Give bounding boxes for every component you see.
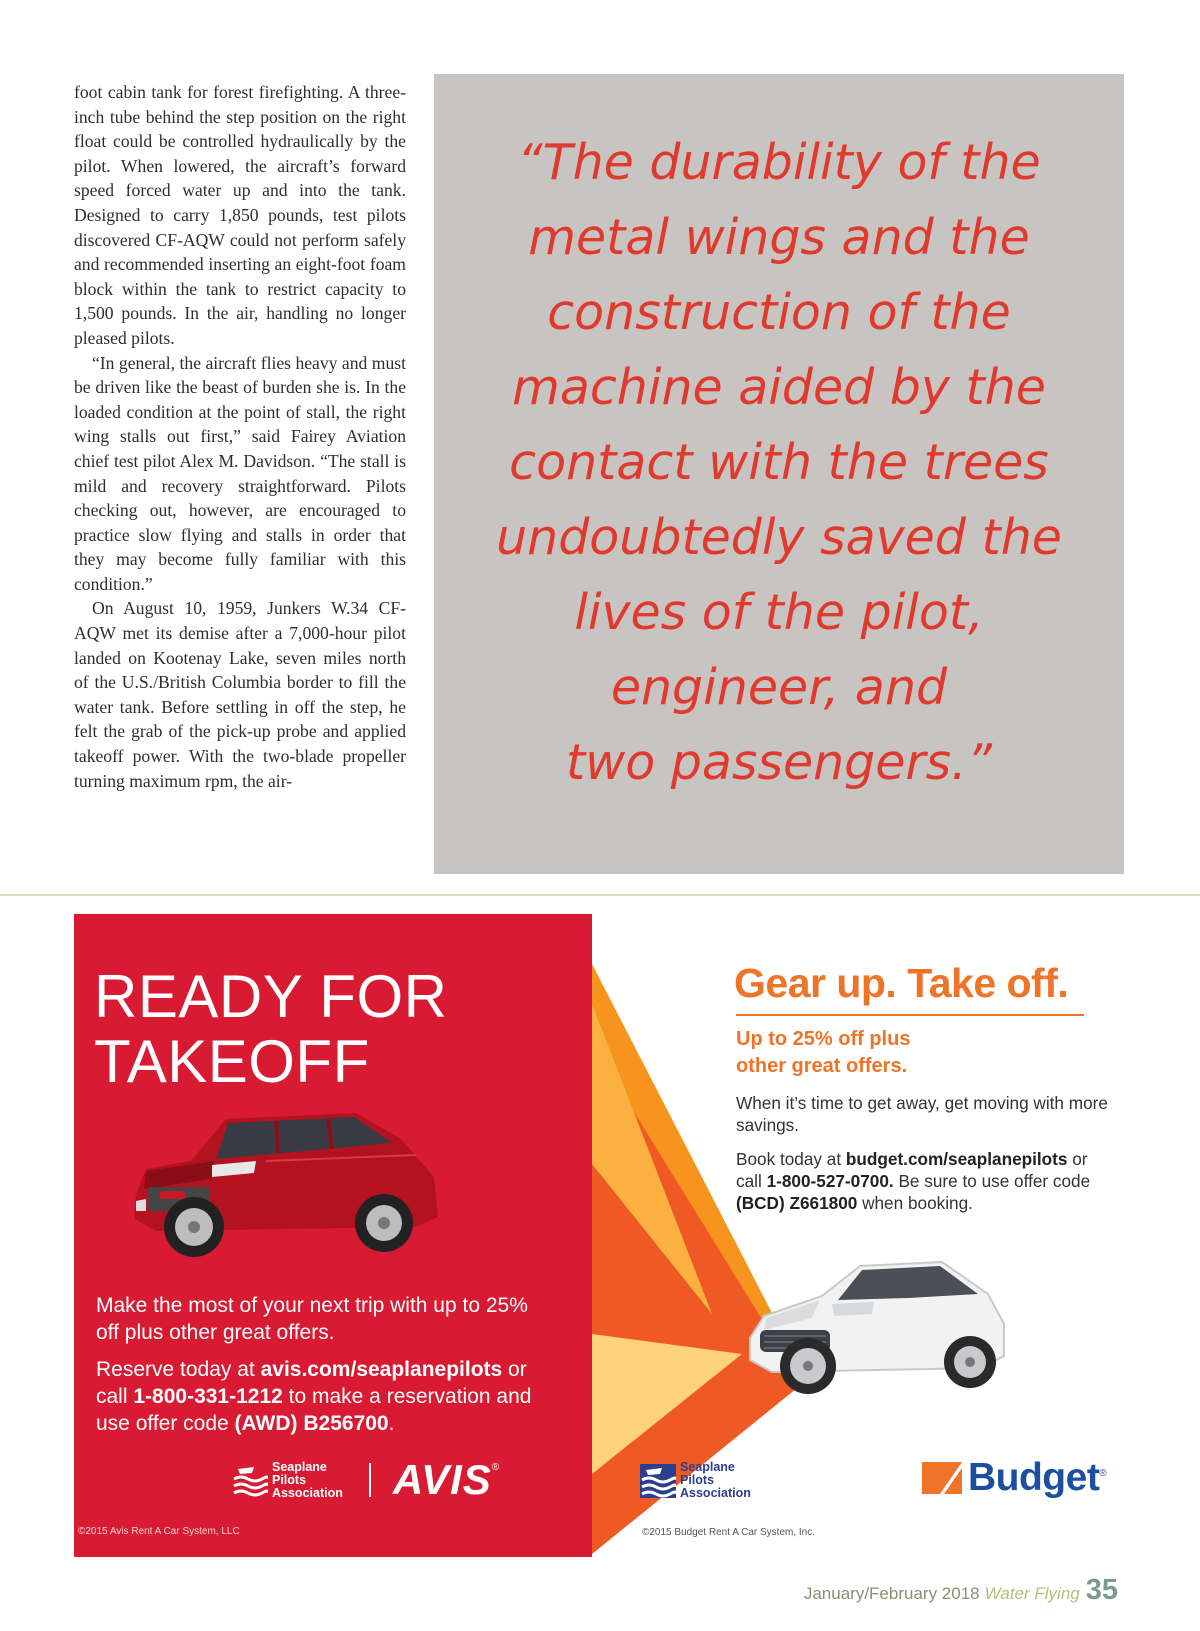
budget-flag-icon — [922, 1462, 962, 1494]
registered-mark: ® — [1099, 1468, 1107, 1479]
seaplane-pilots-association-logo — [232, 1461, 343, 1500]
avis-offer-code: (AWD) B256700 — [234, 1412, 389, 1435]
article-paragraph: On August 10, 1959, Junkers W.34 CF-AQW met its demise after a 7,000-hour pilot landed on Kootenay Lake, seven miles north of the U.S./British Columbia border to fill the water tank. Before settling in off the step, he felt the grab of the pick-up probe and applied takeoff power. With the two-blade propeller turning maximum rpm, the air- — [74, 598, 406, 791]
avis-reserve-prefix: Reserve today at — [96, 1358, 261, 1381]
avis-headline-line: TAKEOFF — [94, 1028, 370, 1095]
pull-quote-line: metal wings and the — [528, 208, 1030, 266]
budget-when-booking: when booking. — [857, 1193, 973, 1213]
avis-brand: AVIS — [392, 1456, 492, 1503]
budget-intro-text: When it’s time to get away, get moving with more savings. — [736, 1093, 1108, 1135]
avis-period: . — [388, 1412, 395, 1435]
seaplane-pilots-association-logo — [640, 1461, 751, 1500]
budget-url-link[interactable]: budget.com/seaplanepilots — [845, 1149, 1068, 1169]
association-text — [272, 1461, 343, 1500]
pull-quote-box — [434, 74, 1124, 874]
registered-mark: ® — [491, 1462, 501, 1473]
issue-date: January/February 2018 — [803, 1584, 980, 1603]
avis-ad[interactable] — [74, 914, 592, 1557]
budget-subhead — [736, 1026, 910, 1080]
budget-be-sure: Be sure to use offer code — [893, 1171, 1091, 1191]
magazine-title: Water Flying — [984, 1584, 1080, 1603]
budget-brand — [968, 1456, 1106, 1500]
pull-quote-line: two passengers.” — [565, 733, 993, 791]
avis-copyright: ©2015 Avis Rent A Car System, LLC — [78, 1526, 240, 1537]
budget-body — [736, 1092, 1116, 1226]
pull-quote-line: contact with the trees — [509, 433, 1049, 491]
budget-copyright: ©2015 Budget Rent A Car System, Inc. — [642, 1527, 816, 1538]
budget-offer-code: (BCD) Z661800 — [736, 1193, 858, 1213]
avis-url-link[interactable]: avis.com/seaplanepilots — [260, 1358, 503, 1381]
pull-quote-line: lives of the pilot, — [574, 583, 984, 641]
seaplane-icon — [232, 1463, 268, 1497]
avis-logo-row — [232, 1454, 500, 1506]
pull-quote — [459, 125, 1099, 800]
white-sedan-image — [742, 1238, 1012, 1408]
association-text — [680, 1461, 751, 1500]
page-number: 35 — [1085, 1574, 1118, 1606]
article-column — [74, 80, 406, 793]
budget-logo — [922, 1456, 1106, 1500]
pull-quote-line: machine aided by the — [512, 358, 1046, 416]
budget-headline-rule — [736, 1014, 1084, 1016]
avis-or-call: or call — [96, 1358, 527, 1408]
association-line: Pilots — [680, 1473, 715, 1487]
avis-headline-line: READY FOR — [94, 963, 448, 1030]
pull-quote-line: “The durability of the — [517, 133, 1041, 191]
avis-reservation-text: to make a reservation and use offer code — [96, 1385, 532, 1435]
budget-brand-text: Budget — [968, 1456, 1100, 1499]
section-divider — [0, 894, 1200, 896]
association-line: Seaplane — [272, 1459, 327, 1474]
budget-book-prefix: Book today at — [736, 1149, 846, 1169]
avis-reserve-text — [96, 1356, 556, 1437]
budget-ad[interactable] — [592, 914, 1124, 1557]
page-footer — [804, 1574, 1118, 1607]
avis-logo — [393, 1456, 500, 1504]
pull-quote-line: construction of the — [547, 283, 1011, 341]
pull-quote-line: undoubtedly saved the — [496, 508, 1062, 566]
article-paragraph: foot cabin tank for forest firefighting. A three-inch tube behind the step position on the right float could be controlled hydraulically by the pilot. When lowered, the aircraft’s forward speed forced water up and into the tank. Designed to carry 1,850 pounds, test pilots discovered CF-AQW could not perform safely and recommended inserting an eight-foot foam block within the tank to restrict capacity to 1,500 pounds. In the air, handling no longer pleased pilots. — [74, 82, 406, 348]
avis-offer-text: Make the most of your next trip with up to 25% off plus other great offers. — [96, 1294, 528, 1344]
association-line: Pilots — [272, 1472, 307, 1487]
budget-or-call: or call — [736, 1149, 1088, 1191]
budget-phone[interactable]: 1-800-527-0700. — [766, 1171, 894, 1191]
avis-phone[interactable]: 1-800-331-1212 — [133, 1385, 283, 1408]
association-line: Association — [272, 1485, 343, 1500]
budget-subhead-line: Up to 25% off plus — [736, 1028, 911, 1050]
pull-quote-line: engineer, and — [610, 658, 948, 716]
logo-divider — [369, 1463, 371, 1497]
association-line: Seaplane — [680, 1460, 735, 1474]
avis-body — [96, 1292, 556, 1447]
budget-subhead-line: other great offers. — [736, 1055, 908, 1077]
budget-headline: Gear up. Take off. — [734, 960, 1069, 1006]
avis-headline — [94, 964, 447, 1094]
association-line: Association — [680, 1486, 751, 1500]
seaplane-icon — [640, 1464, 676, 1498]
article-paragraph: “In general, the aircraft flies heavy and must be driven like the beast of burden she is. In the loaded condition at the point of stall, the right wing stalls out first,” said Fairey Aviation chief test pilot Alex M. Davidson. “The stall is mild and recovery straightforward. Pilots checking out, however, are encouraged to practice slow flying and stalls in order that they may become fully familiar with this condition.” — [74, 352, 406, 594]
red-suv-image — [116, 1099, 456, 1269]
budget-book-text — [736, 1148, 1116, 1214]
